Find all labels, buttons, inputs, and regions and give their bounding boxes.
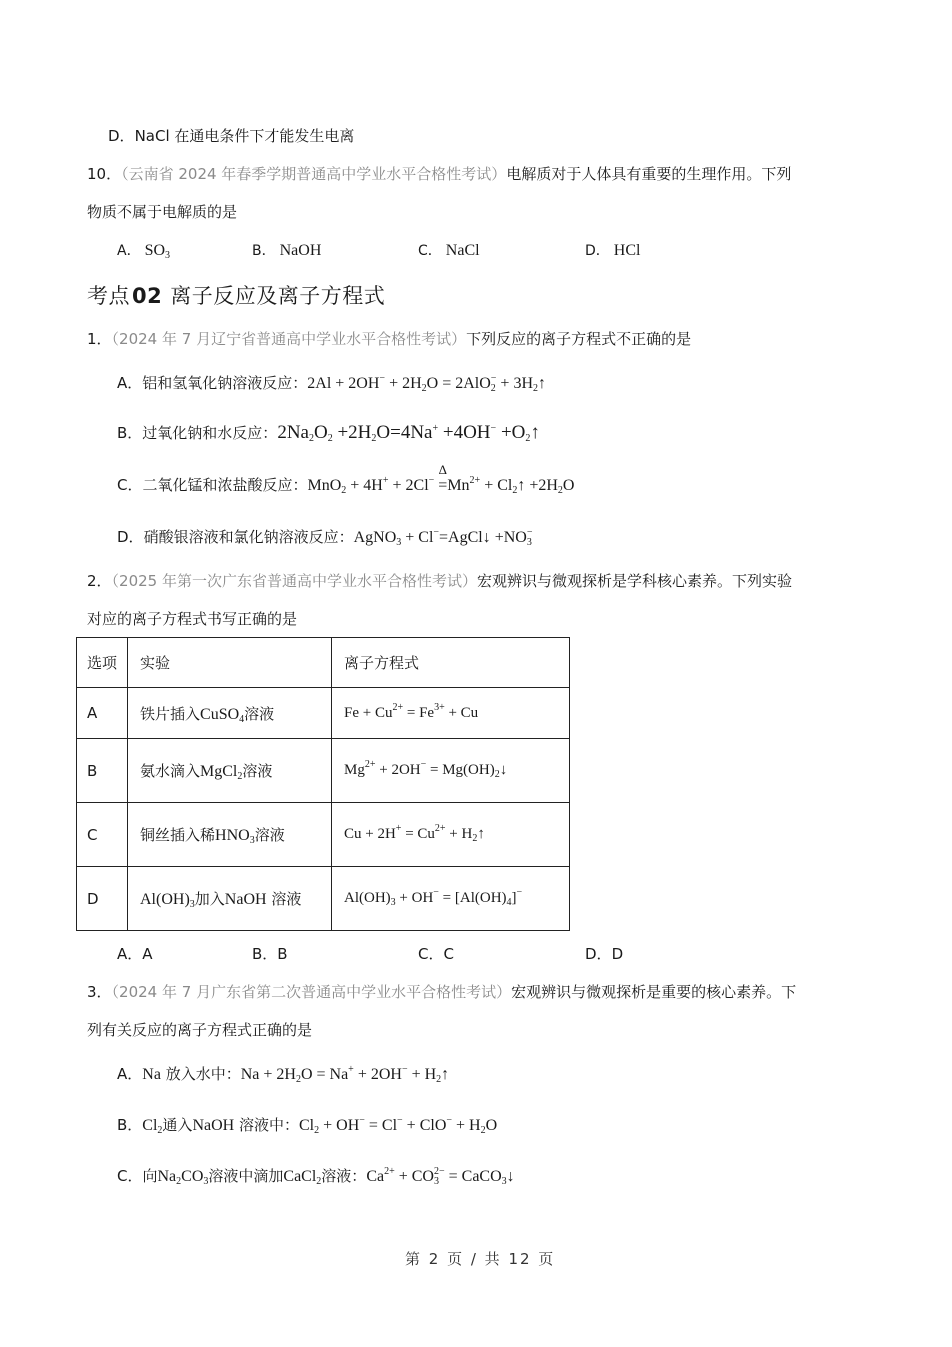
option-label: B． [252, 243, 276, 259]
question-1-option-b [117, 422, 540, 444]
table-row [77, 739, 570, 803]
option-label: A． [117, 945, 143, 963]
table-cell-experiment: 氨水滴入MgCl$_2$溶液 [128, 739, 332, 803]
option-text: HCl [613, 242, 641, 259]
question-3-option-b: B．$Cl_2$通入NaOH 溶液中：$Cl_2 + OH^- = Cl^- + ClO^- + H_2O$ [117, 1115, 498, 1136]
option-label: C． [418, 243, 442, 259]
option-label: D． [585, 945, 612, 963]
option-label: B． [117, 1116, 143, 1134]
option-text: NaCl 在通电条件下才能发生电离 [134, 127, 355, 145]
section-heading [87, 280, 385, 310]
question-text: 下列反应的离子方程式不正确的是 [466, 330, 692, 348]
option-equation: $Na + 2H_2O = Na^+ + 2OH^-$ + $H_2↑$ [240, 1064, 450, 1085]
table-cell-option: D [77, 867, 128, 931]
question-source: （2024 年 7 月辽宁省普通高中学业水平合格性考试） [111, 330, 467, 348]
table-row [77, 688, 570, 739]
question-10-option-b [252, 240, 321, 260]
option-label: A． [117, 243, 141, 259]
section-prefix: 考点 [87, 284, 130, 308]
table-cell-option: A [77, 688, 128, 739]
question-1-option-c [117, 462, 575, 496]
question-2-option-a [117, 943, 153, 964]
option-equation: AgNO$_3$ + Cl−=AgCl↓ $+NO_3^-$ [353, 527, 533, 548]
table-header-cell: 选项 [77, 638, 128, 688]
question-3-option-c: C．向$Na_2CO_3$溶液中滴加CaCl$_2$溶液：$Ca^{2+} + CO_3^{2-}$ = CaCO$_3$↓ [117, 1166, 515, 1187]
table-header-cell: 离子方程式 [332, 638, 570, 688]
question-text: 宏观辨识与微观探析是学科核心素养。下列实验 [477, 572, 793, 590]
option-text: NaOH [279, 242, 322, 259]
option-text: SO [144, 242, 166, 259]
question-3-stem-cont: 列有关反应的离子方程式正确的是 [87, 1021, 313, 1039]
table-cell-experiment: 铜丝插入稀$HNO_3$溶液 [128, 803, 332, 867]
option-desc: 过氧化钠和水反应： [142, 424, 278, 442]
question-2-option-c [418, 943, 454, 964]
question-2-stem-cont: 对应的离子方程式书写正确的是 [87, 610, 298, 628]
question-3-stem [87, 981, 796, 1002]
prev-question-option-d [108, 125, 354, 146]
option-label: D． [585, 243, 610, 259]
table-cell-equation: $Mg^{2+} + 2OH^-$ = $Mg(OH)_2↓$ [332, 739, 570, 803]
table-cell-equation: $Fe + Cu^{2+} = Fe^{3+} + Cu$ [332, 688, 570, 739]
option-equation: $Ca^{2+} + CO_3^{2-}$ = CaCO$_3$↓ [366, 1166, 515, 1187]
table-row [77, 867, 570, 931]
table-cell-equation: $Cu + 2H^+ = Cu^{2+}$ + $H_2↑$ [332, 803, 570, 867]
option-text: B [277, 945, 288, 963]
option-label: C． [117, 1167, 143, 1185]
table-row [77, 803, 570, 867]
option-text: NaCl [445, 242, 480, 259]
option-equation: $2Al + 2OH^- + 2H_2O = 2AlO_2^-$ + $3H_2↑$ [307, 373, 546, 394]
question-2-stem [87, 570, 792, 591]
table-cell-experiment: 铁片插入CuSO$_4$溶液 [128, 688, 332, 739]
option-desc: 铝和氢氧化钠溶液反应： [142, 374, 308, 392]
question-1-option-d [117, 526, 533, 547]
question-1-stem [87, 328, 691, 349]
question-10-option-d [585, 240, 640, 260]
question-number: 3． [87, 983, 112, 1001]
question-2-option-d [585, 943, 623, 964]
question-source: （2024 年 7 月广东省第二次普通高中学业水平合格性考试） [111, 983, 512, 1001]
question-number: 2． [87, 572, 112, 590]
question-10-stem [87, 163, 791, 184]
table-header-cell: 实验 [128, 638, 332, 688]
option-label: D． [108, 127, 135, 145]
option-text: C [443, 945, 454, 963]
option-desc: 二氧化锰和浓盐酸反应： [142, 476, 308, 494]
question-source: （云南省 2024 年春季学期普通高中学业水平合格性考试） [121, 165, 507, 183]
page-footer: 第 2 页 / 共 12 页 [405, 1250, 556, 1268]
option-label: C． [418, 945, 444, 963]
option-label: D． [117, 528, 144, 546]
option-text: D [611, 945, 624, 963]
option-label: A． [117, 374, 143, 392]
table-cell-experiment: $Al(OH)_3$加入NaOH 溶液 [128, 867, 332, 931]
option-label: A． [117, 1065, 143, 1083]
question-2-option-b [252, 943, 288, 964]
option-label: B． [117, 424, 143, 442]
question-1-option-a [117, 372, 546, 393]
option-equation: MnO$_2$ + 4H+ + 2Cl− Δ $=Mn^{2+}$ + $Cl_2↑ +2H_2O$ [307, 462, 575, 496]
section-number: 02 [132, 284, 163, 308]
question-10-option-c [418, 240, 480, 260]
question-number: 1． [87, 330, 112, 348]
question-source: （2025 年第一次广东省普通高中学业水平合格性考试） [111, 572, 477, 590]
question-10-stem-cont: 物质不属于电解质的是 [87, 203, 238, 221]
option-desc: 硝酸银溶液和氯化钠溶液反应： [143, 528, 354, 546]
question-2-table [76, 637, 570, 931]
option-equation: $Cl_2 + OH^- = Cl^- + ClO^- + H_2O$ [298, 1115, 498, 1136]
question-text: 电解质对于人体具有重要的生理作用。下列 [506, 165, 792, 183]
table-cell-option: C [77, 803, 128, 867]
question-number: 10． [87, 165, 122, 183]
table-cell-equation: $Al(OH)_3 + OH^- = [Al(OH)_4]^-$ [332, 867, 570, 931]
option-label: C． [117, 476, 143, 494]
option-label: B． [252, 945, 278, 963]
question-10-option-a [117, 240, 170, 260]
option-equation: $2Na_2O_2 +2H_2O=4Na^+ +4OH^-$ $+O_2↑$ [277, 422, 540, 444]
table-header-row [77, 638, 570, 688]
table-cell-option: B [77, 739, 128, 803]
option-text: A [142, 945, 153, 963]
section-title: 离子反应及离子方程式 [170, 284, 386, 308]
option-subscript: 3 [165, 250, 171, 261]
question-3-option-a: A．Na 放入水中：$Na + 2H_2O = Na^+ + 2OH^-$ + $H_2↑$ [117, 1064, 450, 1085]
question-text: 宏观辨识与微观探析是重要的核心素养。下 [511, 983, 797, 1001]
